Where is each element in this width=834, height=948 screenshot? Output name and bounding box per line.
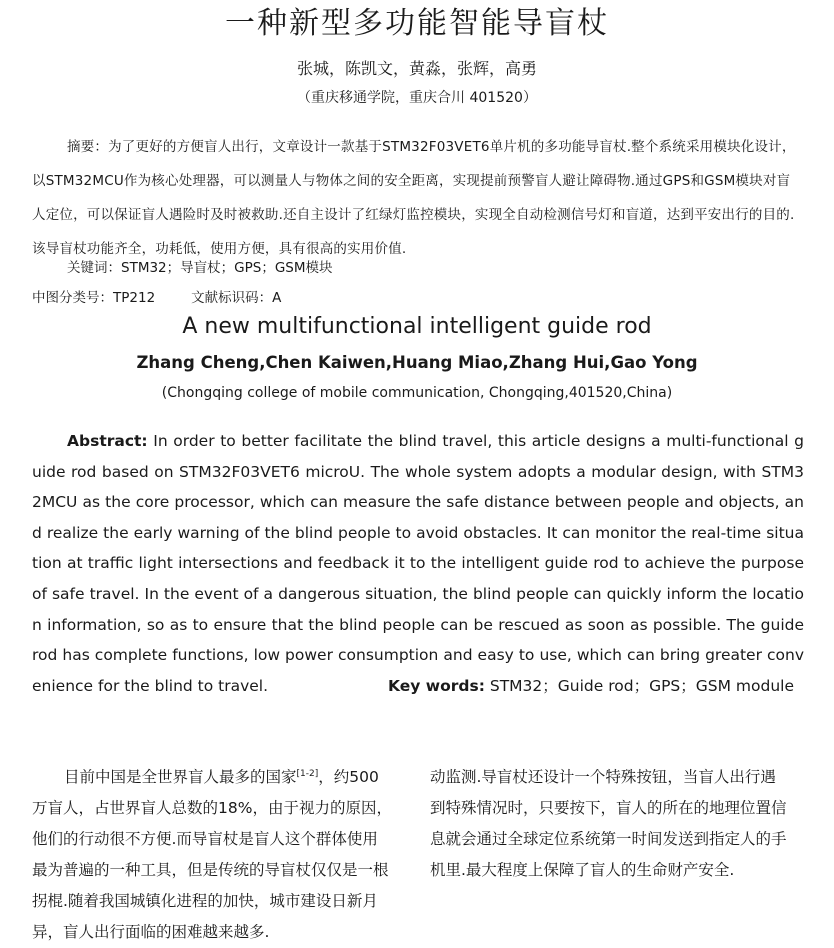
citation-ref[interactable]: [1-2] — [296, 768, 319, 779]
authors-cn: 张城，陈凯文，黄淼，张辉，高勇 — [296, 59, 537, 78]
body-column-right: 动监测.导盲杖还设计一个特殊按钮，当盲人出行遇到特殊情况时，只要按下，盲人的所在的地理位置信息就会通过全球定位系统第一时间发送到指定人的手机里.最大程度上保障了盲人的生命财产安全. — [430, 768, 787, 879]
paper-title-en: A new multifunctional intelligent guide rod — [182, 314, 652, 339]
abstract-cn-text: 为了更好的方便盲人出行，文章设计一款基于STM32F03VET6单片机的多功能导盲杖.整个系统采用模块化设计，以STM32MCU作为核心处理器，可以测量人与物体之间的安全距离，实现提前预警盲人避让障碍物.通过GPS和GSM模块对盲人定位，可以保证盲人遇险时及时被救助.还自主设计了红绿灯监控模块，实现全自动检测信号灯和盲道，达到平安出行的目的.该导盲杖功能齐全，功耗低，使用方便，具有很高的实用价值. — [32, 139, 796, 257]
abstract-cn — [32, 130, 802, 266]
affiliation-en: (Chongqing college of mobile communication, Chongqing,401520,China) — [161, 385, 673, 401]
clc-value: TP212 — [113, 290, 156, 306]
body-left-text-a: 目前中国是全世界盲人最多的国家 — [64, 768, 297, 786]
keywords-cn-text: STM32；导盲杖；GPS；GSM模块 — [121, 260, 333, 276]
abstract-cn-label: 摘要： — [67, 139, 109, 155]
affiliation-cn: （重庆移通学院，重庆合川 401520） — [297, 90, 537, 106]
keywords-cn — [67, 256, 333, 280]
authors-en: Zhang Cheng,Chen Kaiwen,Huang Miao,Zhang Hui,Gao Yong — [136, 353, 698, 372]
clc-label: 中图分类号： — [32, 290, 113, 306]
keywords-en-label: Key words: — [388, 676, 485, 695]
abstract-en-text: In order to better facilitate the blind travel, this article designs a multi-functional guide rod based on STM32F03VET6 microU. The whole system adopts a modular design, with STM32MCU as the core processor, which can measure the safe distance between people and objects, and realize the early warning of the blind people to avoid obstacles. It can monitor the real-time situation at traffic light intersections and feedback it to the intelligent guide rod to achieve the purpose of safe travel. In the event of a dangerous situation, the blind people can quickly inform the location information, so as to ensure that the blind people can be rescued as soon as possible. The guide rod has complete functions, low power consumption and easy to use, which can bring greater convenience for the blind to travel. — [32, 432, 804, 695]
abstract-en — [32, 426, 804, 701]
paper-title-cn: 一种新型多功能智能导盲杖 — [225, 6, 609, 41]
abstract-en-label: Abstract: — [67, 432, 148, 450]
keywords-en-text: STM32；Guide rod；GPS；GSM module — [484, 676, 794, 695]
body-column-left — [32, 762, 392, 948]
doc-code-value: A — [272, 290, 282, 306]
classification-cn — [32, 286, 281, 310]
body-left-text-b: ，约500万盲人，占世界盲人总数的18%，由于视力的原因，他们的行动很不方便.而导盲杖是盲人这个群体使用最为普遍的一种工具，但是传统的导盲杖仅仅是一根拐棍.随着我国城镇化进程的加快，城市建设日新月异，盲人出行面临的困难越来越多. — [32, 768, 392, 941]
doc-code-label: 文献标识码： — [191, 290, 273, 306]
keywords-cn-label: 关键词： — [67, 260, 121, 276]
